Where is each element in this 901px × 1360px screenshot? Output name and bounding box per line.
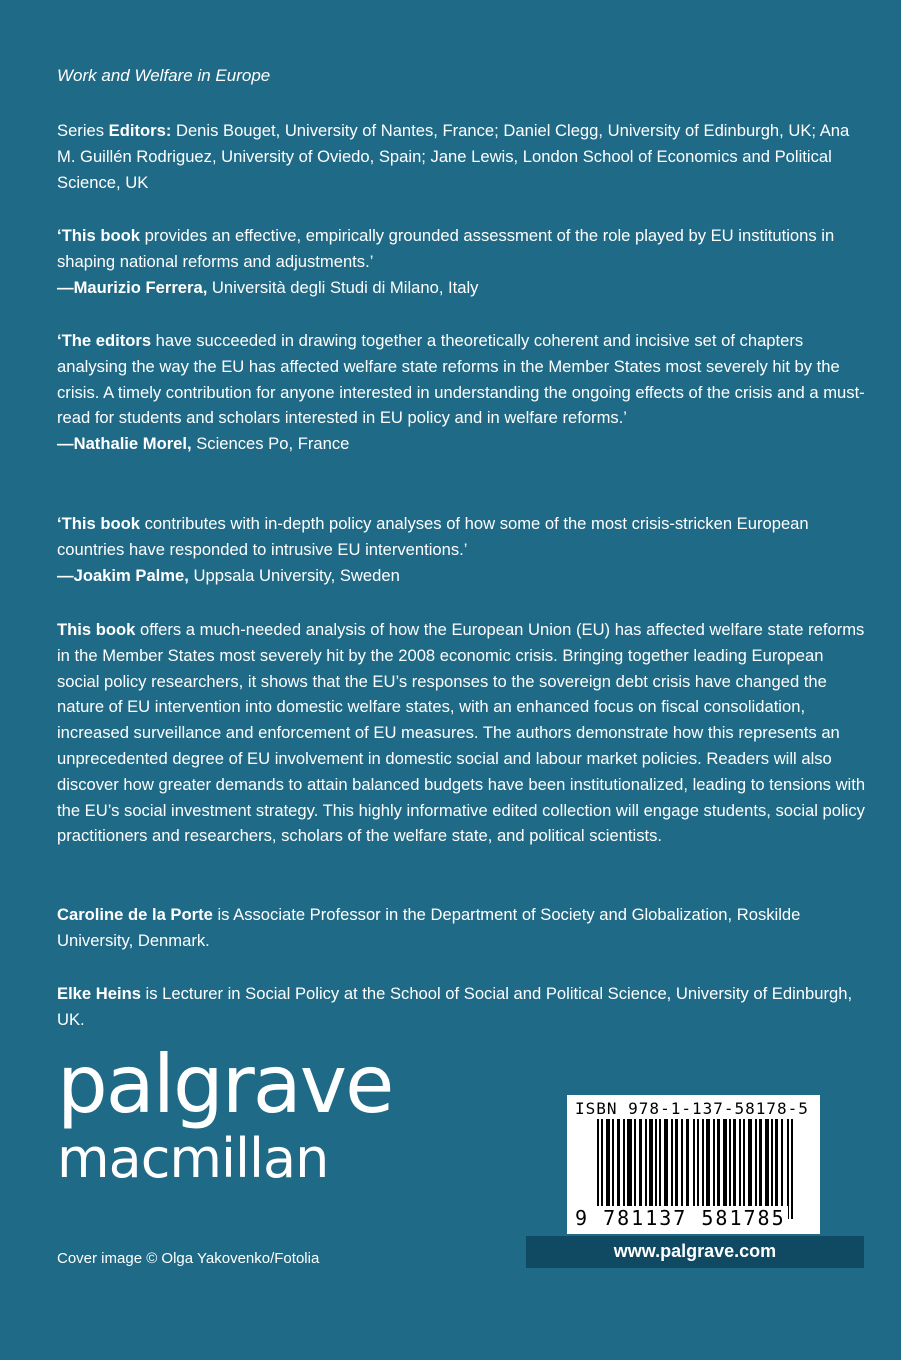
publisher-website[interactable]: www.palgrave.com: [526, 1236, 864, 1268]
bio-name: Elke Heins: [57, 984, 141, 1003]
series-editors-text: Denis Bouget, University of Nantes, France; Daniel Clegg, University of Edinburgh, UK; Ana M. Guillén Rodriguez, University of Oviedo, Spain; Jane Lewis, London School of Economics and Political Science, UK: [57, 121, 850, 192]
quote-lead: ‘This book: [57, 514, 140, 533]
quote-lead: ‘This book: [57, 226, 140, 245]
quote-attribution: [57, 275, 867, 301]
series-editors: [57, 118, 867, 195]
quote-text: [57, 328, 867, 431]
quote-author: —Nathalie Morel,: [57, 434, 192, 454]
series-editors-label: Editors:: [108, 121, 172, 140]
bio-name: Caroline de la Porte: [57, 905, 213, 924]
logo-palgrave: palgrave: [57, 1038, 393, 1131]
isbn-digits: 9 781137 581785: [575, 1206, 786, 1230]
quote-text: [57, 223, 867, 275]
series-editors-prefix: Series: [57, 121, 109, 140]
isbn-barcode: [567, 1095, 820, 1234]
book-description: [57, 617, 867, 849]
logo-macmillan: macmillan: [57, 1127, 329, 1190]
quote-affiliation: Sciences Po, France: [191, 434, 350, 454]
quote-attribution: [57, 431, 867, 457]
cover-image-credit: Cover image © Olga Yakovenko/Fotolia: [57, 1250, 320, 1267]
quote-text: [57, 511, 867, 563]
quote-lead: ‘The editors: [57, 331, 152, 350]
quote-body: contributes with in-depth policy analyses of how some of the most crisis-stricken European countries have responded to intrusive EU interventions.’: [57, 514, 809, 559]
isbn-label: ISBN 978-1-137-58178-5: [575, 1099, 809, 1118]
quote-attribution: [57, 563, 867, 589]
quote-palme: [57, 511, 867, 588]
bio-de-la-porte: [57, 902, 867, 954]
quote-body: provides an effective, empirically grounded assessment of the role played by EU institutions in shaping national reforms and adjustments.’: [57, 226, 835, 271]
series-title: Work and Welfare in Europe: [57, 66, 271, 85]
quote-affiliation: Uppsala University, Sweden: [188, 565, 400, 585]
quote-ferrera: [57, 223, 867, 300]
quote-affiliation: Università degli Studi di Milano, Italy: [207, 277, 479, 297]
quote-author: —Maurizio Ferrera,: [57, 277, 208, 297]
barcode-icon: [597, 1119, 797, 1219]
quote-author: —Joakim Palme,: [57, 565, 189, 585]
bio-text: is Associate Professor in the Department of Society and Globalization, Roskilde University, Denmark.: [57, 905, 801, 950]
quote-body: have succeeded in drawing together a theoretically coherent and incisive set of chapters analysing the way the EU has affected welfare state reforms in the Member States most severely hit by the crisis. A timely contribution for anyone interested in understanding the ongoing effects of the crisis and a must-read for students and scholars interested in EU policy and in welfare reforms.’: [57, 331, 865, 428]
bio-text: is Lecturer in Social Policy at the School of Social and Political Science, University of Edinburgh, UK.: [57, 984, 853, 1029]
bio-heins: [57, 981, 867, 1033]
description-lead: This book: [57, 620, 136, 639]
quote-morel: [57, 328, 867, 457]
description-body: offers a much-needed analysis of how the European Union (EU) has affected welfare state reforms in the Member States most severely hit by the 2008 economic crisis. Bringing together leading European social policy researchers, it shows that the EU’s responses to the sovereign debt crisis have changed the nature of EU intervention into domestic welfare states, with an enhanced focus on fiscal consolidation, increased surveillance and enforcement of EU measures. The authors demonstrate how this represents an unprecedented degree of EU involvement in domestic social and labour market policies. Readers will also discover how greater demands to attain balanced budgets have been institutionalized, leading to tensions with the EU’s social investment strategy. This highly informative edited collection will engage students, social policy practitioners and researchers, scholars of the welfare state, and political scientists.: [57, 620, 866, 846]
palgrave-macmillan-logo: [57, 1038, 393, 1190]
